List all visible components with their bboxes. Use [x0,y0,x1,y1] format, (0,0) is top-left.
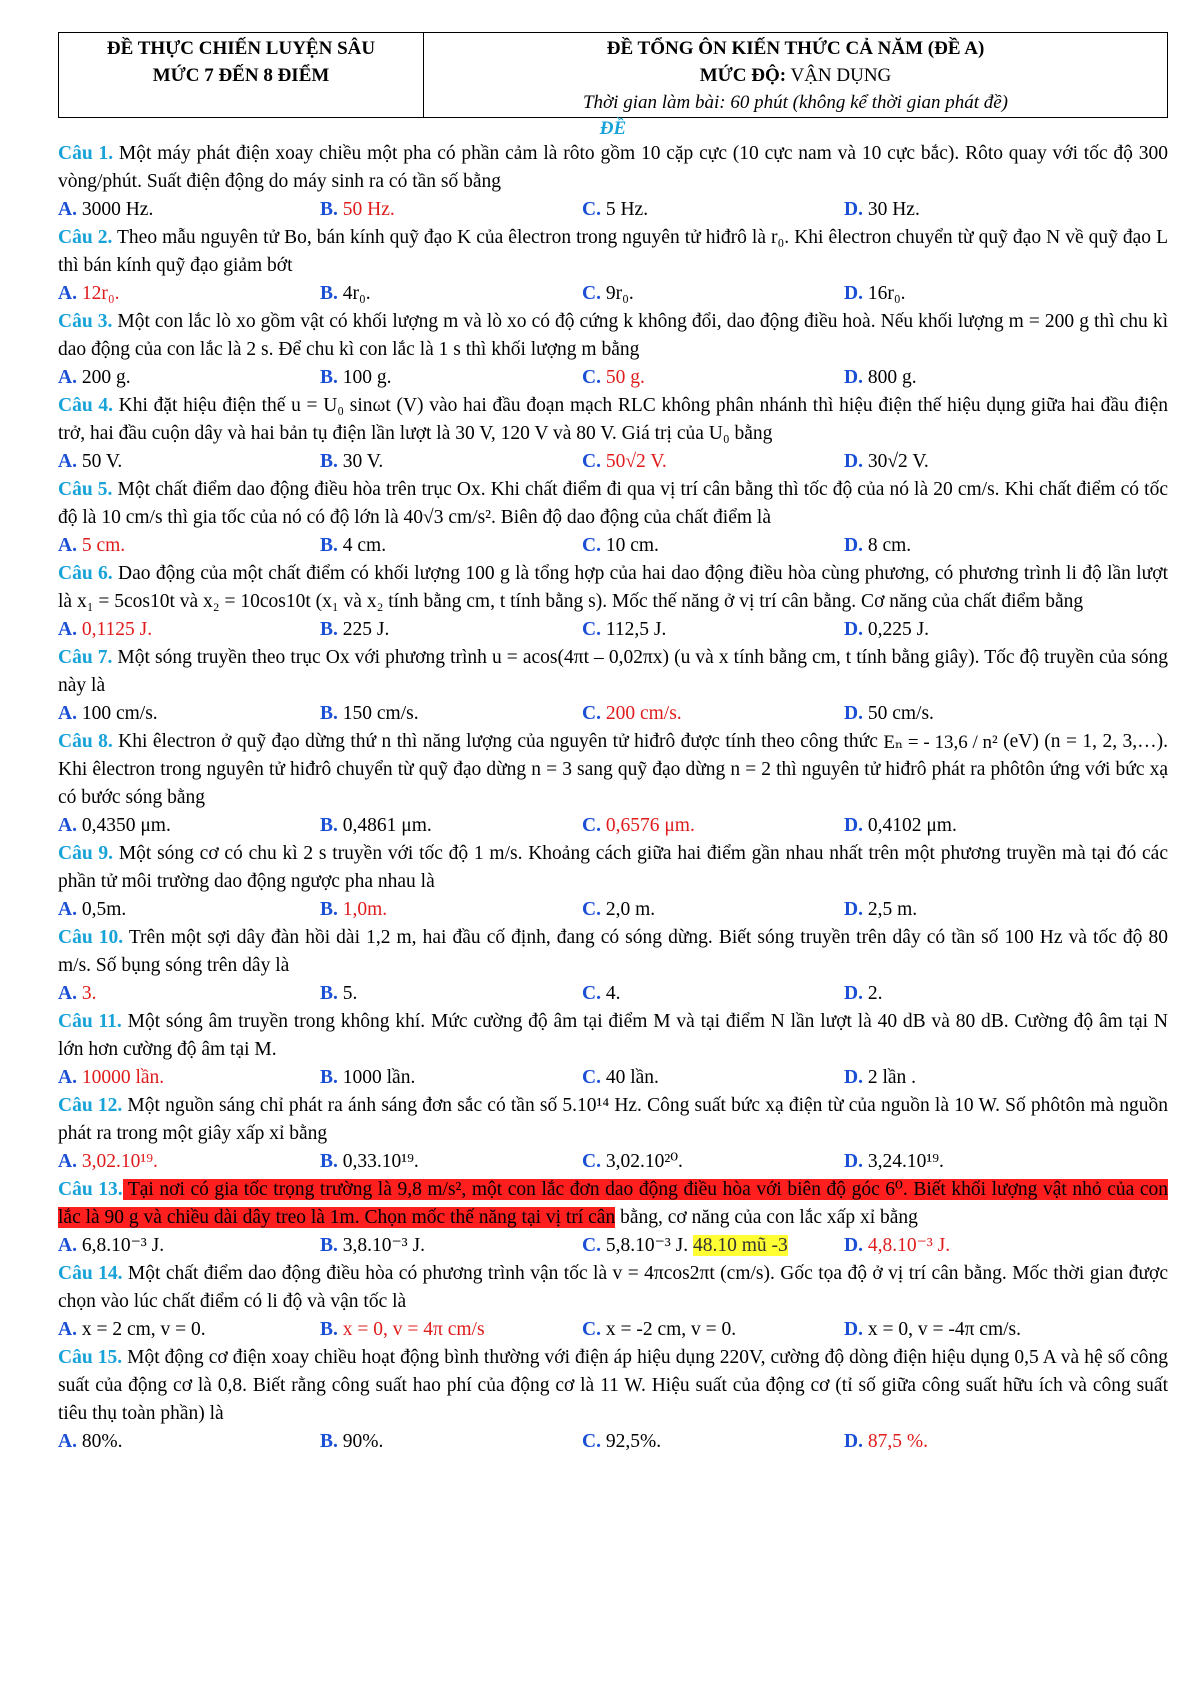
option-value: 50 V. [76,451,123,472]
option-letter: B. [320,1067,338,1088]
option-b [320,532,582,560]
options-row [58,1232,1168,1260]
option-value: 5. [337,983,358,1004]
option-a [58,1316,320,1344]
option-letter: C. [582,535,601,556]
question-10 [58,924,1168,980]
question-text: Một sóng âm truyền trong không khí. Mức cường độ âm tại điểm M và tại điểm N lần lượt là 40 dB và 80 dB. Cường độ âm tại N lớn hơn cường độ âm tại M. [58,1011,1168,1060]
option-letter: B. [320,815,338,836]
question-number: Câu 3. [58,311,113,332]
header-left-line2: MỨC 7 ĐẾN 8 ĐIỂM [152,65,330,86]
question-12 [58,1092,1168,1148]
header-left [59,33,424,117]
question-text: Một máy phát điện xoay chiều một pha có phần cảm là rôto gồm 10 cặp cực (10 cực nam và 10 cực bắc). Rôto quay với tốc độ 300 vòng/phút. Suất điện động do máy sinh ra có tần số bằng [58,143,1168,192]
option-d [844,980,882,1008]
option-a [58,280,320,308]
option-letter: D. [844,283,863,304]
option-c [582,364,844,392]
question-number: Câu 4. [58,395,113,416]
option-letter: B. [320,1319,338,1340]
option-d [844,1148,944,1176]
question-number: Câu 6. [58,563,113,584]
question-number: Câu 2. [58,227,113,248]
question-text: Một động cơ điện xoay chiều hoạt động bình thường với điện áp hiệu dụng 220V, cường độ dòng điện hiệu dụng 0,5 A và hệ số công suất của động cơ là 0,8. Biết rằng công suất hao phí của động cơ là 11 W. Hiệu suất của động cơ (tỉ số giữa công suất hữu ích và công suất tiêu thụ toàn phần) là [58,1347,1168,1424]
option-letter: B. [320,451,338,472]
option-letter: B. [320,535,338,556]
option-letter: D. [844,703,863,724]
option-letter: D. [844,1067,863,1088]
question-1 [58,140,1168,196]
option-a [58,616,320,644]
option-letter: C. [582,703,601,724]
header-left-line1: ĐỀ THỰC CHIẾN LUYỆN SÂU [106,38,376,59]
option-value: 5 cm. [76,535,126,556]
option-letter: D. [844,535,863,556]
option-value: 5 Hz. [600,199,649,220]
option-letter: C. [582,1235,601,1256]
option-letter: D. [844,1431,863,1452]
option-letter: A. [58,815,77,836]
option-a [58,700,320,728]
question-number: Câu 7. [58,647,113,668]
question-text: Một con lắc lò xo gồm vật có khối lượng m và lò xo có độ cứng k không đổi, dao động điều hoà. Nếu khối lượng m = 200 g thì chu kì dao động của con lắc là 2 s. Để chu kì con lắc là 1 s thì khối lượng m bằng [58,311,1168,360]
option-letter: D. [844,983,863,1004]
header-right [424,33,1167,117]
question-number: Câu 14. [58,1263,123,1284]
question-text: Một chất điểm dao động điều hòa có phương trình vận tốc là v = 4πcos2πt (cm/s). Gốc tọa độ ở vị trí cân bằng. Mốc thời gian được chọn vào lúc chất điểm có li độ và vận tốc là [58,1263,1168,1312]
option-letter: A. [58,199,77,220]
option-d [844,448,929,476]
option-value: 4 cm. [337,535,387,556]
question-6 [58,560,1168,616]
option-a [58,1064,320,1092]
energy-formula: Eₙ = - 13,6 / n² [883,731,998,753]
option-letter: D. [844,619,863,640]
option-value: 2. [862,983,883,1004]
option-letter: B. [320,283,338,304]
option-value: 150 cm/s. [337,703,419,724]
option-b [320,196,582,224]
option-letter: C. [582,1431,601,1452]
option-letter: B. [320,199,338,220]
option-value: 3,02.10¹⁹. [76,1151,158,1172]
question-number: Câu 5. [58,479,113,500]
option-value: 1,0m. [337,899,388,920]
de-label: ĐỀ [599,118,627,139]
option-value: 3,02.10²⁰. [600,1151,683,1172]
option-letter: C. [582,1319,601,1340]
option-value: 200 cm/s. [600,703,682,724]
option-value: 3000 Hz. [76,199,154,220]
option-d [844,700,934,728]
option-d [844,812,957,840]
option-value: 0,33.10¹⁹. [337,1151,419,1172]
option-c [582,196,844,224]
question-text: Một sóng cơ có chu kì 2 s truyền với tốc độ 1 m/s. Khoảng cách giữa hai điểm gần nhau nhất trên một phương truyền mà tại đó các phần tử môi trường dao động ngược pha nhau là [58,843,1168,892]
option-b [320,812,582,840]
options-row [58,980,1168,1008]
option-letter: C. [582,619,601,640]
option-value: 9r₀. [600,283,634,304]
option-value: 100 g. [337,367,392,388]
option-d [844,196,920,224]
answer-note: 48.10 mũ -3 [692,1235,788,1256]
option-value: 0,4861 μm. [337,815,432,836]
option-value: 3,24.10¹⁹. [862,1151,944,1172]
option-value: 112,5 J. [600,619,667,640]
option-b [320,1232,582,1260]
option-value: 3. [76,983,97,1004]
option-d [844,896,917,924]
options-row [58,1064,1168,1092]
option-value: 2,5 m. [862,899,918,920]
options-row [58,1316,1168,1344]
question-text: Dao động của một chất điểm có khối lượng 100 g là tổng hợp của hai dao động điều hòa cùng phương, có phương trình li độ lần lượt là x₁ = 5cos10t và x₂ = 10cos10t (x₁ và x₂ tính bằng cm, t tính bằng s). Mốc thế năng ở vị trí cân bằng. Cơ năng của chất điểm bằng [58,563,1168,612]
highlighted-text: Tại nơi có gia tốc trọng trường là 9,8 m/s², một con lắc đơn dao động điều hòa với biên độ góc 6⁰. Biết khối lượng vật nhỏ của con lắc là 90 g và chiều dài dây treo là 1m. Chọn mốc thế năng tại vị trí cân [58,1179,1168,1228]
options-row [58,532,1168,560]
question-text: Một sóng truyền theo trục Ox với phương trình u = acos(4πt – 0,02πx) (u và x tính bằng cm, t tính bằng giây). Tốc độ truyền của sóng này là [58,647,1168,696]
option-b [320,700,582,728]
option-c [582,896,844,924]
option-letter: B. [320,703,338,724]
option-a [58,896,320,924]
option-value: 10000 lần. [76,1067,165,1088]
option-letter: A. [58,1067,77,1088]
option-c [582,980,844,1008]
question-3 [58,308,1168,364]
option-letter: A. [58,535,77,556]
option-letter: D. [844,899,863,920]
options-row [58,364,1168,392]
option-value: 0,4350 μm. [76,815,171,836]
question-13 [58,1176,1168,1232]
option-letter: A. [58,367,77,388]
option-letter: D. [844,1235,863,1256]
question-14 [58,1260,1168,1316]
option-b [320,980,582,1008]
option-letter: B. [320,367,338,388]
option-d [844,364,917,392]
question-number: Câu 10. [58,927,124,948]
level-value: VẬN DỤNG [786,65,892,86]
question-15 [58,1344,1168,1428]
option-value: 8 cm. [862,535,912,556]
option-letter: D. [844,199,863,220]
option-letter: B. [320,1151,338,1172]
option-letter: A. [58,899,77,920]
option-value: 5,8.10⁻³ J. [600,1235,689,1256]
option-letter: A. [58,1431,77,1452]
option-d [844,280,906,308]
options-row [58,1148,1168,1176]
option-value: 87,5 %. [862,1431,928,1452]
question-2 [58,224,1168,280]
option-b [320,364,582,392]
option-value: 0,225 J. [862,619,930,640]
option-value: 50√2 V. [600,451,667,472]
option-a [58,812,320,840]
option-d [844,532,911,560]
question-number: Câu 8. [58,731,113,752]
option-c [582,700,844,728]
option-b [320,1148,582,1176]
option-letter: D. [844,1319,863,1340]
options-row [58,812,1168,840]
option-a [58,1428,320,1456]
option-value: 16r₀. [862,283,906,304]
option-letter: C. [582,367,601,388]
option-c [582,280,844,308]
level-label: MỨC ĐỘ: [699,65,787,86]
question-text: Khi đặt hiệu điện thế u = U₀ sinωt (V) vào hai đầu đoạn mạch RLC không phân nhánh thì hiệu điện thế hiệu dụng giữa hai đầu điện trở, hai đầu cuộn dây và hai bản tụ điện lần lượt là 30 V, 120 V và 80 V. Giá trị của U₀ bằng [58,395,1168,444]
option-value: 2,0 m. [600,899,656,920]
options-row [58,700,1168,728]
question-number: Câu 11. [58,1011,122,1032]
question-text: bằng, cơ năng của con lắc xấp xỉ bằng [615,1207,918,1228]
option-value: x = 2 cm, v = 0. [76,1319,206,1340]
option-value: 92,5%. [600,1431,662,1452]
option-value: 50 Hz. [337,199,395,220]
option-letter: A. [58,451,77,472]
question-number: Câu 1. [58,143,114,164]
option-c [582,812,844,840]
options-row [58,1428,1168,1456]
option-c [582,532,844,560]
option-value: 100 cm/s. [76,703,158,724]
option-value: x = 0, v = 4π cm/s [337,1319,485,1340]
option-c [582,1316,844,1344]
exam-page [58,32,1168,1456]
question-number: Câu 12. [58,1095,123,1116]
option-value: 80%. [76,1431,123,1452]
option-b [320,448,582,476]
option-d [844,1316,1021,1344]
question-text: Một nguồn sáng chỉ phát ra ánh sáng đơn sắc có tần số 5.10¹⁴ Hz. Công suất bức xạ điện từ của nguồn là 10 W. Số phôtôn mà nguồn phát ra trong một giây xấp xỉ bằng [58,1095,1168,1144]
option-letter: A. [58,283,77,304]
option-value: 50 g. [600,367,645,388]
option-letter: C. [582,815,601,836]
option-b [320,1428,582,1456]
header-right-line3: Thời gian làm bài: 60 phút (không kể thời gian phát đề) [582,92,1009,113]
option-value: 30 Hz. [862,199,920,220]
option-value: 30 V. [337,451,384,472]
option-letter: A. [58,703,77,724]
option-letter: C. [582,283,601,304]
option-value: 12r₀. [76,283,120,304]
option-letter: D. [844,367,863,388]
option-value: 1000 lần. [337,1067,416,1088]
option-b [320,280,582,308]
option-letter: C. [582,1151,601,1172]
options-row [58,196,1168,224]
option-value: x = 0, v = -4π cm/s. [862,1319,1022,1340]
option-c [582,1428,844,1456]
option-c [582,1232,844,1260]
option-a [58,980,320,1008]
option-value: 4r₀. [337,283,371,304]
question-text-continued: (eV) (n = 1, 2, 3,…). Khi êlectron trong nguyên tử hiđrô chuyển từ quỹ đạo dừng n = 3 sang quỹ đạo dừng n = 2 thì nguyên tử hiđrô phát ra phôtôn ứng với bức xạ có bước sóng bằng [58,731,1169,808]
question-number: Câu 13. [58,1179,123,1200]
option-c [582,448,844,476]
option-value: 6,8.10⁻³ J. [76,1235,165,1256]
option-value: 90%. [337,1431,384,1452]
option-letter: D. [844,451,863,472]
question-list [58,140,1168,1456]
option-letter: A. [58,619,77,640]
option-a [58,532,320,560]
option-letter: B. [320,983,338,1004]
header-right-line1: ĐỀ TỔNG ÔN KIẾN THỨC CẢ NĂM (ĐỀ A) [606,38,985,59]
options-row [58,616,1168,644]
option-letter: C. [582,983,601,1004]
option-value: 200 g. [76,367,131,388]
option-letter: B. [320,619,338,640]
option-a [58,196,320,224]
question-number: Câu 15. [58,1347,123,1368]
options-row [58,280,1168,308]
question-text: Một chất điểm dao động điều hòa trên trục Ox. Khi chất điểm đi qua vị trí cân bằng thì tốc độ của nó là 20 cm/s. Khi chất điểm có tốc độ là 10 cm/s thì gia tốc của nó có độ lớn là 40√3 cm/s². Biên độ dao động của chất điểm là [58,479,1168,528]
question-11 [58,1008,1168,1064]
option-letter: B. [320,1235,338,1256]
option-value: 4. [600,983,621,1004]
option-d [844,1232,950,1260]
exam-header [58,32,1168,118]
header-right-line2 [424,62,1167,89]
option-a [58,448,320,476]
option-letter: C. [582,451,601,472]
option-b [320,616,582,644]
option-b [320,1316,582,1344]
question-8 [58,728,1168,812]
option-d [844,1064,916,1092]
option-d [844,1428,928,1456]
question-text: Theo mẫu nguyên tử Bo, bán kính quỹ đạo K của êlectron trong nguyên tử hiđrô là r₀. Khi êlectron chuyển từ quỹ đạo N về quỹ đạo L thì bán kính quỹ đạo giảm bớt [58,227,1168,276]
option-value: 800 g. [862,367,917,388]
option-b [320,896,582,924]
option-letter: A. [58,1319,77,1340]
option-value: 10 cm. [600,535,659,556]
option-a [58,1148,320,1176]
option-value: 3,8.10⁻³ J. [337,1235,425,1256]
option-letter: B. [320,899,338,920]
option-c [582,1064,844,1092]
option-c [582,616,844,644]
question-number: Câu 9. [58,843,114,864]
option-b [320,1064,582,1092]
option-letter: A. [58,1235,77,1256]
question-text: Trên một sợi dây đàn hồi dài 1,2 m, hai đầu cố định, đang có sóng dừng. Biết sóng truyền trên dây có tần số 100 Hz và tốc độ 80 m/s. Số bụng sóng trên dây là [58,927,1168,976]
option-value: 2 lần . [862,1067,917,1088]
option-value: 4,8.10⁻³ J. [862,1235,951,1256]
question-4 [58,392,1168,448]
options-row [58,896,1168,924]
option-value: 30√2 V. [862,451,929,472]
option-letter: A. [58,983,77,1004]
option-letter: C. [582,1067,601,1088]
option-letter: B. [320,1431,338,1452]
option-value: 0,6576 μm. [600,815,695,836]
option-value: 40 lần. [600,1067,659,1088]
question-9 [58,840,1168,896]
option-a [58,1232,320,1260]
question-text: Khi êlectron ở quỹ đạo dừng thứ n thì năng lượng của nguyên tử hiđrô được tính theo công thức [112,731,878,752]
option-c [582,1148,844,1176]
option-letter: C. [582,199,601,220]
option-d [844,616,929,644]
question-7 [58,644,1168,700]
option-a [58,364,320,392]
option-letter: A. [58,1151,77,1172]
option-letter: C. [582,899,601,920]
option-value: 0,1125 J. [76,619,153,640]
option-letter: D. [844,1151,863,1172]
question-5 [58,476,1168,532]
option-value: x = -2 cm, v = 0. [600,1319,737,1340]
option-value: 50 cm/s. [862,703,934,724]
option-value: 225 J. [337,619,390,640]
option-letter: D. [844,815,863,836]
options-row [58,448,1168,476]
option-value: 0,5m. [76,899,127,920]
option-value: 0,4102 μm. [862,815,957,836]
